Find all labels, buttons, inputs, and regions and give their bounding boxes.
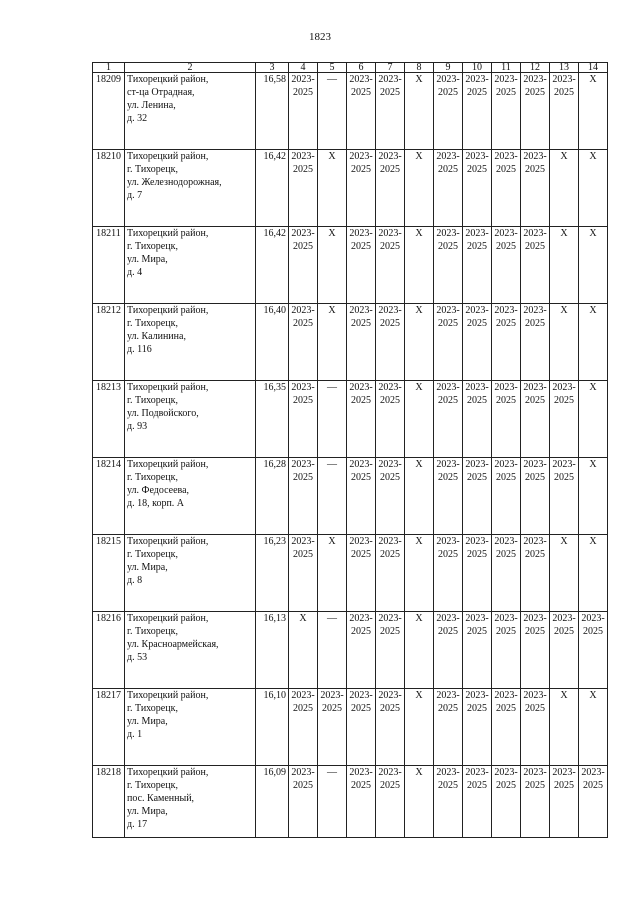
address-cell (125, 304, 256, 381)
column-header: 3 (256, 63, 289, 73)
period-cell-c12: 2023- 2025 (521, 535, 550, 612)
area-cell: 16,58 (256, 73, 289, 150)
period-cell-c8: X (405, 612, 434, 689)
period-cell-c13: 2023- 2025 (550, 766, 579, 838)
period-cell-c13: 2023- 2025 (550, 73, 579, 150)
address-line: ул. Мира, (127, 716, 168, 727)
area-cell: 16,40 (256, 304, 289, 381)
address-line: ул. Красноармейская, (127, 639, 219, 650)
address-cell (125, 458, 256, 535)
address-line: Тихорецкий район, (127, 151, 209, 162)
header-row (93, 63, 608, 73)
address-line: ул. Железнодорожная, (127, 177, 222, 188)
period-cell-c13: 2023- 2025 (550, 458, 579, 535)
column-header: 8 (405, 63, 434, 73)
row-id: 18215 (93, 535, 125, 612)
column-header: 2 (125, 63, 256, 73)
period-cell-c13: X (550, 304, 579, 381)
address-cell (125, 150, 256, 227)
period-cell-c12: 2023- 2025 (521, 150, 550, 227)
period-cell-c5: X (318, 150, 347, 227)
period-cell-c14: X (579, 689, 608, 766)
period-cell-c12: 2023- 2025 (521, 381, 550, 458)
period-cell-c12: 2023- 2025 (521, 227, 550, 304)
address-line: пос. Каменный, (127, 793, 195, 804)
period-cell-c14: X (579, 304, 608, 381)
area-cell: 16,13 (256, 612, 289, 689)
period-cell-c9: 2023- 2025 (434, 458, 463, 535)
period-cell-c14: X (579, 227, 608, 304)
address-line: г. Тихорецк, (127, 472, 178, 483)
address-line: ст-ца Отрадная, (127, 87, 195, 98)
period-cell-c7: 2023- 2025 (376, 458, 405, 535)
address-line: д. 8 (127, 575, 143, 586)
period-cell-c11: 2023- 2025 (492, 227, 521, 304)
period-cell-c8: X (405, 766, 434, 838)
period-cell-c10: 2023- 2025 (463, 73, 492, 150)
period-cell-c5: — (318, 458, 347, 535)
address-line: Тихорецкий район, (127, 228, 209, 239)
address-line: г. Тихорецк, (127, 703, 178, 714)
column-header: 6 (347, 63, 376, 73)
address-line: Тихорецкий район, (127, 382, 209, 393)
period-cell-c9: 2023- 2025 (434, 689, 463, 766)
address-cell (125, 535, 256, 612)
period-cell-c13: X (550, 227, 579, 304)
period-cell-c7: 2023- 2025 (376, 689, 405, 766)
table-row (93, 73, 608, 150)
period-cell-c14: 2023- 2025 (579, 766, 608, 838)
period-cell-c8: X (405, 381, 434, 458)
area-cell: 16,35 (256, 381, 289, 458)
address-cell (125, 766, 256, 838)
period-cell-c6: 2023- 2025 (347, 227, 376, 304)
period-cell-c12: 2023- 2025 (521, 304, 550, 381)
period-cell-c8: X (405, 458, 434, 535)
period-cell-c4: 2023- 2025 (289, 381, 318, 458)
column-header: 11 (492, 63, 521, 73)
address-line: г. Тихорецк, (127, 626, 178, 637)
address-line: д. 4 (127, 267, 143, 278)
area-cell: 16,09 (256, 766, 289, 838)
address-line: г. Тихорецк, (127, 164, 178, 175)
area-cell: 16,28 (256, 458, 289, 535)
area-cell: 16,42 (256, 150, 289, 227)
table-row (93, 612, 608, 689)
address-cell (125, 689, 256, 766)
period-cell-c9: 2023- 2025 (434, 304, 463, 381)
period-cell-c4: 2023- 2025 (289, 766, 318, 838)
address-line: д. 53 (127, 652, 148, 663)
row-id: 18209 (93, 73, 125, 150)
address-line: г. Тихорецк, (127, 318, 178, 329)
column-header: 4 (289, 63, 318, 73)
address-line: д. 7 (127, 190, 143, 201)
period-cell-c13: X (550, 535, 579, 612)
period-cell-c5: X (318, 535, 347, 612)
period-cell-c11: 2023- 2025 (492, 612, 521, 689)
period-cell-c11: 2023- 2025 (492, 381, 521, 458)
period-cell-c11: 2023- 2025 (492, 766, 521, 838)
period-cell-c4: 2023- 2025 (289, 458, 318, 535)
period-cell-c5: 2023- 2025 (318, 689, 347, 766)
period-cell-c7: 2023- 2025 (376, 535, 405, 612)
period-cell-c14: X (579, 535, 608, 612)
address-line: ул. Мира, (127, 806, 168, 817)
period-cell-c5: — (318, 381, 347, 458)
period-cell-c9: 2023- 2025 (434, 381, 463, 458)
column-header: 5 (318, 63, 347, 73)
period-cell-c6: 2023- 2025 (347, 766, 376, 838)
period-cell-c6: 2023- 2025 (347, 612, 376, 689)
period-cell-c8: X (405, 535, 434, 612)
table-row (93, 766, 608, 838)
period-cell-c10: 2023- 2025 (463, 612, 492, 689)
period-cell-c10: 2023- 2025 (463, 381, 492, 458)
period-cell-c13: 2023- 2025 (550, 612, 579, 689)
address-line: д. 116 (127, 344, 152, 355)
address-line: д. 93 (127, 421, 148, 432)
table-row (93, 381, 608, 458)
period-cell-c6: 2023- 2025 (347, 458, 376, 535)
period-cell-c7: 2023- 2025 (376, 381, 405, 458)
period-cell-c7: 2023- 2025 (376, 612, 405, 689)
period-cell-c6: 2023- 2025 (347, 73, 376, 150)
period-cell-c9: 2023- 2025 (434, 73, 463, 150)
address-line: Тихорецкий район, (127, 536, 209, 547)
address-line: Тихорецкий район, (127, 459, 209, 470)
period-cell-c8: X (405, 227, 434, 304)
period-cell-c5: — (318, 766, 347, 838)
period-cell-c4: X (289, 612, 318, 689)
address-line: д. 1 (127, 729, 143, 740)
row-id: 18216 (93, 612, 125, 689)
period-cell-c6: 2023- 2025 (347, 689, 376, 766)
address-cell (125, 612, 256, 689)
period-cell-c8: X (405, 73, 434, 150)
address-line: Тихорецкий район, (127, 690, 209, 701)
address-line: д. 17 (127, 819, 148, 830)
period-cell-c11: 2023- 2025 (492, 458, 521, 535)
period-cell-c7: 2023- 2025 (376, 73, 405, 150)
period-cell-c14: X (579, 73, 608, 150)
period-cell-c14: X (579, 381, 608, 458)
period-cell-c11: 2023- 2025 (492, 304, 521, 381)
table-row (93, 150, 608, 227)
period-cell-c10: 2023- 2025 (463, 150, 492, 227)
row-id: 18213 (93, 381, 125, 458)
period-cell-c5: — (318, 612, 347, 689)
row-id: 18218 (93, 766, 125, 838)
address-line: д. 32 (127, 113, 148, 124)
period-cell-c5: X (318, 227, 347, 304)
period-cell-c9: 2023- 2025 (434, 535, 463, 612)
period-cell-c7: 2023- 2025 (376, 304, 405, 381)
address-line: г. Тихорецк, (127, 241, 178, 252)
period-cell-c10: 2023- 2025 (463, 689, 492, 766)
address-line: Тихорецкий район, (127, 613, 209, 624)
period-cell-c11: 2023- 2025 (492, 73, 521, 150)
period-cell-c9: 2023- 2025 (434, 612, 463, 689)
period-cell-c13: X (550, 689, 579, 766)
period-cell-c11: 2023- 2025 (492, 689, 521, 766)
period-cell-c4: 2023- 2025 (289, 73, 318, 150)
period-cell-c8: X (405, 689, 434, 766)
period-cell-c6: 2023- 2025 (347, 304, 376, 381)
period-cell-c9: 2023- 2025 (434, 766, 463, 838)
column-header: 10 (463, 63, 492, 73)
data-table (92, 62, 608, 838)
period-cell-c13: X (550, 150, 579, 227)
address-line: ул. Подвойского, (127, 408, 199, 419)
period-cell-c4: 2023- 2025 (289, 150, 318, 227)
period-cell-c10: 2023- 2025 (463, 304, 492, 381)
area-cell: 16,23 (256, 535, 289, 612)
period-cell-c11: 2023- 2025 (492, 150, 521, 227)
address-line: г. Тихорецк, (127, 780, 178, 791)
period-cell-c10: 2023- 2025 (463, 458, 492, 535)
period-cell-c11: 2023- 2025 (492, 535, 521, 612)
period-cell-c5: — (318, 73, 347, 150)
period-cell-c12: 2023- 2025 (521, 73, 550, 150)
table-row (93, 535, 608, 612)
address-cell (125, 227, 256, 304)
area-cell: 16,10 (256, 689, 289, 766)
area-cell: 16,42 (256, 227, 289, 304)
address-line: г. Тихорецк, (127, 395, 178, 406)
column-header: 1 (93, 63, 125, 73)
column-header: 12 (521, 63, 550, 73)
row-id: 18217 (93, 689, 125, 766)
column-header: 14 (579, 63, 608, 73)
period-cell-c4: 2023- 2025 (289, 535, 318, 612)
period-cell-c9: 2023- 2025 (434, 150, 463, 227)
column-header: 7 (376, 63, 405, 73)
address-line: ул. Ленина, (127, 100, 176, 111)
address-line: Тихорецкий район, (127, 305, 209, 316)
period-cell-c14: 2023- 2025 (579, 612, 608, 689)
address-line: ул. Федосеева, (127, 485, 190, 496)
period-cell-c13: 2023- 2025 (550, 381, 579, 458)
address-cell (125, 381, 256, 458)
table-row (93, 458, 608, 535)
period-cell-c8: X (405, 150, 434, 227)
row-id: 18210 (93, 150, 125, 227)
period-cell-c6: 2023- 2025 (347, 150, 376, 227)
period-cell-c7: 2023- 2025 (376, 150, 405, 227)
row-id: 18214 (93, 458, 125, 535)
page-number: 1823 (309, 31, 331, 43)
period-cell-c4: 2023- 2025 (289, 227, 318, 304)
address-line: ул. Калинина, (127, 331, 186, 342)
address-line: Тихорецкий район, (127, 767, 209, 778)
address-cell (125, 73, 256, 150)
period-cell-c8: X (405, 304, 434, 381)
row-id: 18212 (93, 304, 125, 381)
period-cell-c5: X (318, 304, 347, 381)
period-cell-c6: 2023- 2025 (347, 535, 376, 612)
column-header: 13 (550, 63, 579, 73)
period-cell-c7: 2023- 2025 (376, 766, 405, 838)
column-header: 9 (434, 63, 463, 73)
period-cell-c6: 2023- 2025 (347, 381, 376, 458)
period-cell-c4: 2023- 2025 (289, 304, 318, 381)
period-cell-c14: X (579, 150, 608, 227)
period-cell-c12: 2023- 2025 (521, 458, 550, 535)
address-line: Тихорецкий район, (127, 74, 209, 85)
period-cell-c12: 2023- 2025 (521, 612, 550, 689)
table-row (93, 304, 608, 381)
period-cell-c9: 2023- 2025 (434, 227, 463, 304)
period-cell-c4: 2023- 2025 (289, 689, 318, 766)
period-cell-c12: 2023- 2025 (521, 689, 550, 766)
table-row (93, 689, 608, 766)
row-id: 18211 (93, 227, 125, 304)
table-row (93, 227, 608, 304)
address-line: г. Тихорецк, (127, 549, 178, 560)
period-cell-c10: 2023- 2025 (463, 766, 492, 838)
address-line: ул. Мира, (127, 254, 168, 265)
address-line: д. 18, корп. А (127, 498, 185, 509)
period-cell-c10: 2023- 2025 (463, 535, 492, 612)
period-cell-c12: 2023- 2025 (521, 766, 550, 838)
address-line: ул. Мира, (127, 562, 168, 573)
period-cell-c7: 2023- 2025 (376, 227, 405, 304)
period-cell-c14: X (579, 458, 608, 535)
period-cell-c10: 2023- 2025 (463, 227, 492, 304)
